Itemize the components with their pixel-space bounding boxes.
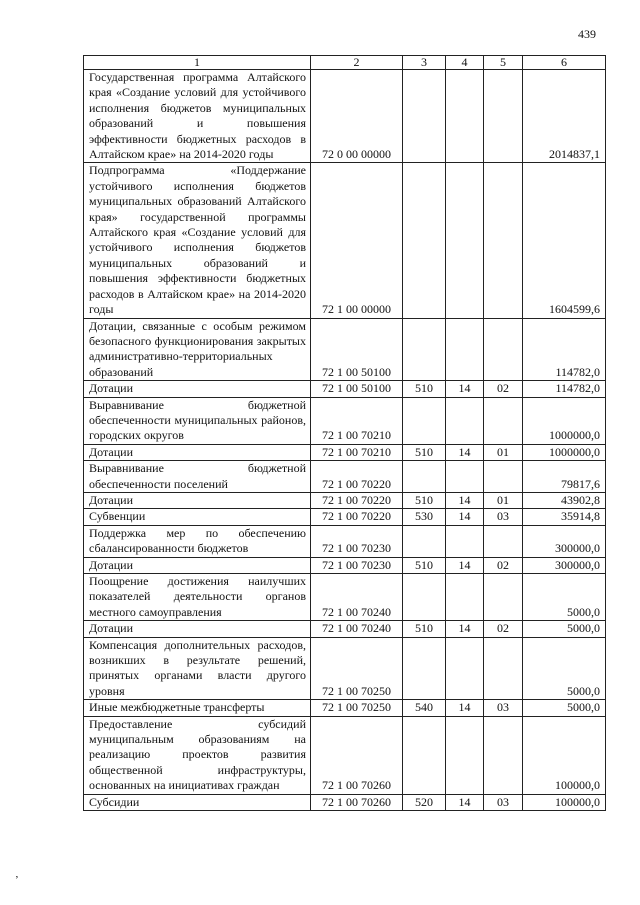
row-code: 72 1 00 70260 xyxy=(311,716,403,794)
column-header: 4 xyxy=(446,56,484,70)
row-name: Дотации xyxy=(84,492,311,508)
row-code: 72 1 00 70240 xyxy=(311,621,403,637)
table-row xyxy=(84,70,606,163)
row-amount: 114782,0 xyxy=(523,381,606,397)
row-amount: 300000,0 xyxy=(523,557,606,573)
row-col3 xyxy=(403,461,446,493)
column-header: 2 xyxy=(311,56,403,70)
row-col5: 03 xyxy=(484,509,523,525)
row-code: 72 1 00 70220 xyxy=(311,461,403,493)
row-name: Государственная программа Алтайского края «Создание условий для устойчивого исполнения бюджетов муниципальных образований и повышения эффективности бюджетных расходов в Алтайском крае» на 2014-2020 годы xyxy=(84,70,311,163)
row-code: 72 0 00 00000 xyxy=(311,70,403,163)
row-col4 xyxy=(446,574,484,621)
table-row xyxy=(84,557,606,573)
row-col5 xyxy=(484,574,523,621)
row-col3: 510 xyxy=(403,492,446,508)
row-amount: 2014837,1 xyxy=(523,70,606,163)
row-col4: 14 xyxy=(446,444,484,460)
row-col5 xyxy=(484,70,523,163)
row-col3 xyxy=(403,318,446,381)
column-header: 3 xyxy=(403,56,446,70)
table-row xyxy=(84,444,606,460)
row-col5: 02 xyxy=(484,557,523,573)
row-code: 72 1 00 70220 xyxy=(311,509,403,525)
table-row xyxy=(84,509,606,525)
row-name: Компенсация дополнительных расходов, возникших в результате решений, принятых органами власти другого уровня xyxy=(84,637,311,700)
table-row xyxy=(84,621,606,637)
table-row xyxy=(84,163,606,318)
row-col4: 14 xyxy=(446,557,484,573)
row-amount: 1000000,0 xyxy=(523,397,606,444)
table-row xyxy=(84,525,606,557)
row-amount: 43902,8 xyxy=(523,492,606,508)
row-col5 xyxy=(484,318,523,381)
table-row xyxy=(84,492,606,508)
row-col3: 510 xyxy=(403,621,446,637)
row-name: Дотации, связанные с особым режимом безопасного функционирования закрытых административно-территориальных образований xyxy=(84,318,311,381)
table-row xyxy=(84,461,606,493)
row-amount: 5000,0 xyxy=(523,621,606,637)
corner-mark: ʼ xyxy=(15,874,19,886)
table-body xyxy=(84,70,606,811)
row-col4: 14 xyxy=(446,794,484,810)
row-col4 xyxy=(446,397,484,444)
row-col4 xyxy=(446,716,484,794)
row-code: 72 1 00 70230 xyxy=(311,557,403,573)
row-col3: 530 xyxy=(403,509,446,525)
page-number: 439 xyxy=(578,27,596,41)
row-code: 72 1 00 70220 xyxy=(311,492,403,508)
table-row xyxy=(84,397,606,444)
row-code: 72 1 00 70260 xyxy=(311,794,403,810)
row-col4 xyxy=(446,163,484,318)
row-col5: 01 xyxy=(484,444,523,460)
row-name: Дотации xyxy=(84,444,311,460)
row-code: 72 1 00 70250 xyxy=(311,637,403,700)
row-col4: 14 xyxy=(446,509,484,525)
row-col3: 540 xyxy=(403,700,446,716)
row-col5 xyxy=(484,397,523,444)
row-col4: 14 xyxy=(446,381,484,397)
row-col3: 520 xyxy=(403,794,446,810)
table-row xyxy=(84,716,606,794)
table-row xyxy=(84,700,606,716)
row-col3 xyxy=(403,525,446,557)
row-code: 72 1 00 70210 xyxy=(311,397,403,444)
table-row xyxy=(84,794,606,810)
row-code: 72 1 00 70250 xyxy=(311,700,403,716)
row-name: Субвенции xyxy=(84,509,311,525)
header-row xyxy=(84,56,606,70)
row-amount: 100000,0 xyxy=(523,794,606,810)
row-col5: 02 xyxy=(484,621,523,637)
row-code: 72 1 00 70210 xyxy=(311,444,403,460)
row-col3: 510 xyxy=(403,557,446,573)
row-amount: 79817,6 xyxy=(523,461,606,493)
row-name: Выравнивание бюджетной обеспеченности поселений xyxy=(84,461,311,493)
row-name: Дотации xyxy=(84,557,311,573)
row-col5 xyxy=(484,525,523,557)
row-col3 xyxy=(403,637,446,700)
row-col5: 03 xyxy=(484,700,523,716)
row-col4 xyxy=(446,461,484,493)
row-name: Предоставление субсидий муниципальным образованиям на реализацию проектов развития общественной инфраструктуры, основанных на инициативах граждан xyxy=(84,716,311,794)
row-name: Дотации xyxy=(84,621,311,637)
row-amount: 300000,0 xyxy=(523,525,606,557)
row-col5: 01 xyxy=(484,492,523,508)
row-amount: 5000,0 xyxy=(523,700,606,716)
row-col3 xyxy=(403,397,446,444)
row-col5: 03 xyxy=(484,794,523,810)
row-col4 xyxy=(446,70,484,163)
row-col4: 14 xyxy=(446,700,484,716)
column-header: 1 xyxy=(84,56,311,70)
row-amount: 5000,0 xyxy=(523,637,606,700)
table-row xyxy=(84,637,606,700)
row-name: Субсидии xyxy=(84,794,311,810)
row-col3 xyxy=(403,716,446,794)
row-col5: 02 xyxy=(484,381,523,397)
row-name: Выравнивание бюджетной обеспеченности муниципальных районов, городских округов xyxy=(84,397,311,444)
row-col4: 14 xyxy=(446,492,484,508)
row-code: 72 1 00 70230 xyxy=(311,525,403,557)
budget-table xyxy=(83,55,606,811)
row-col5 xyxy=(484,716,523,794)
row-name: Иные межбюджетные трансферты xyxy=(84,700,311,716)
row-name: Дотации xyxy=(84,381,311,397)
row-code: 72 1 00 00000 xyxy=(311,163,403,318)
row-amount: 100000,0 xyxy=(523,716,606,794)
row-amount: 1000000,0 xyxy=(523,444,606,460)
row-name: Поддержка мер по обеспечению сбалансированности бюджетов xyxy=(84,525,311,557)
table-row xyxy=(84,574,606,621)
row-col5 xyxy=(484,461,523,493)
row-amount: 5000,0 xyxy=(523,574,606,621)
column-header: 6 xyxy=(523,56,606,70)
row-code: 72 1 00 70240 xyxy=(311,574,403,621)
row-col3 xyxy=(403,574,446,621)
row-col3 xyxy=(403,163,446,318)
column-header: 5 xyxy=(484,56,523,70)
row-col4 xyxy=(446,525,484,557)
row-name: Поощрение достижения наилучших показателей деятельности органов местного самоуправления xyxy=(84,574,311,621)
row-amount: 1604599,6 xyxy=(523,163,606,318)
row-amount: 35914,8 xyxy=(523,509,606,525)
row-col5 xyxy=(484,637,523,700)
table-row xyxy=(84,318,606,381)
row-col4: 14 xyxy=(446,621,484,637)
row-col4 xyxy=(446,318,484,381)
row-amount: 114782,0 xyxy=(523,318,606,381)
row-name: Подпрограмма «Поддержание устойчивого исполнения бюджетов муниципальных образований Алтайского края» государственной программы Алтайского края «Создание условий для устойчивого исполнения бюджетов муниципальных образований и повышения эффективности бюджетных расходов в Алтайском крае» на 2014-2020 годы xyxy=(84,163,311,318)
row-col3: 510 xyxy=(403,381,446,397)
row-col5 xyxy=(484,163,523,318)
row-code: 72 1 00 50100 xyxy=(311,318,403,381)
row-col4 xyxy=(446,637,484,700)
table-row xyxy=(84,381,606,397)
row-col3 xyxy=(403,70,446,163)
row-col3: 510 xyxy=(403,444,446,460)
row-code: 72 1 00 50100 xyxy=(311,381,403,397)
